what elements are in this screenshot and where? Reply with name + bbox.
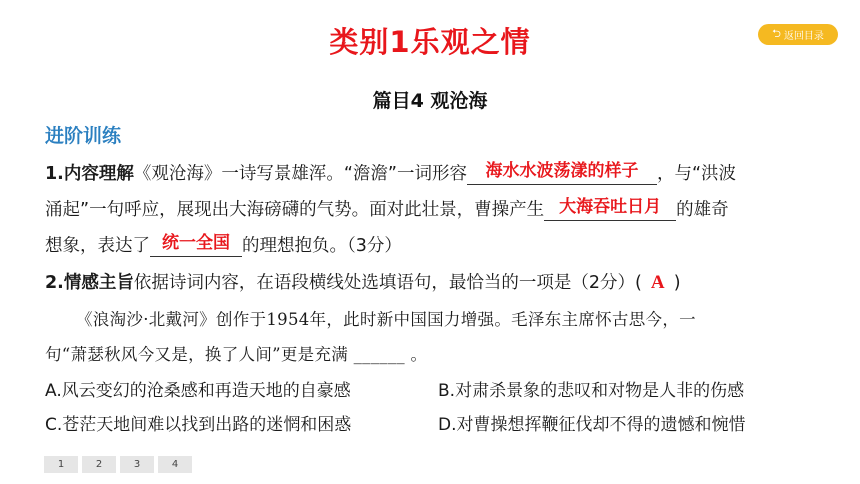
q1-line-2: 涌起”一句呼应，展现出大海磅礴的气势。面对此壮景，曹操产生 大海吞吐日月 的雄奇: [45, 196, 729, 221]
q1-line-1: 1.内容理解《观沧海》一诗写景雄浑。“澹澹”一词形容 海水水波荡漾的样子 ，与“洪波: [45, 160, 736, 185]
article-subtitle: 篇目4 观沧海: [372, 90, 488, 112]
page-button-4[interactable]: 4: [158, 456, 192, 473]
q1-answer-3: 统一全国: [162, 233, 230, 253]
q1-answer-2: 大海吞吐日月: [559, 197, 662, 217]
q1-answer-1: 海水水波荡漾的样子: [485, 161, 639, 181]
page-title: 类别1乐观之情: [329, 25, 531, 59]
return-arrow-icon: ⮌: [772, 27, 781, 40]
q2-passage-line-2: 句“萧瑟秋风今又是，换了人间”更是充满 ______ 。: [45, 345, 428, 364]
page-button-1[interactable]: 1: [44, 456, 78, 473]
q1-blank-1: [467, 161, 657, 185]
q2-label: 2.情感主旨: [45, 273, 134, 293]
section-heading: 进阶训练: [45, 125, 122, 147]
page-button-3[interactable]: 3: [120, 456, 154, 473]
q2-option-a: A.风云变幻的沧桑感和再造天地的自豪感: [45, 381, 351, 401]
q2-line-1: 2.情感主旨依据诗词内容，在语段横线处选填语句，最恰当的一项是（2分）( A ): [45, 272, 681, 293]
q2-answer: A: [650, 272, 665, 293]
page-navigation: [44, 456, 192, 473]
back-to-contents-button[interactable]: [758, 24, 838, 45]
q2-option-d: D.对曹操想挥鞭征伐却不得的遗憾和惋惜: [438, 415, 746, 435]
back-button-label: 返回目录: [783, 31, 824, 42]
q1-blank-2: [544, 197, 676, 221]
q1-line-3: 想象，表达了 统一全国 的理想抱负。（3分）: [45, 232, 402, 257]
q1-blank-3: [150, 233, 242, 257]
q1-label: 1.内容理解: [45, 164, 134, 184]
q2-option-b: B.对肃杀景象的悲叹和对物是人非的伤感: [438, 381, 745, 401]
q2-passage-line-1: 《浪淘沙·北戴河》创作于1954年，此时新中国国力增强。毛泽东主席怀古思今，一: [76, 310, 696, 329]
q2-option-c: C.苍茫天地间难以找到出路的迷惘和困惑: [45, 415, 352, 435]
page-button-2[interactable]: 2: [82, 456, 116, 473]
